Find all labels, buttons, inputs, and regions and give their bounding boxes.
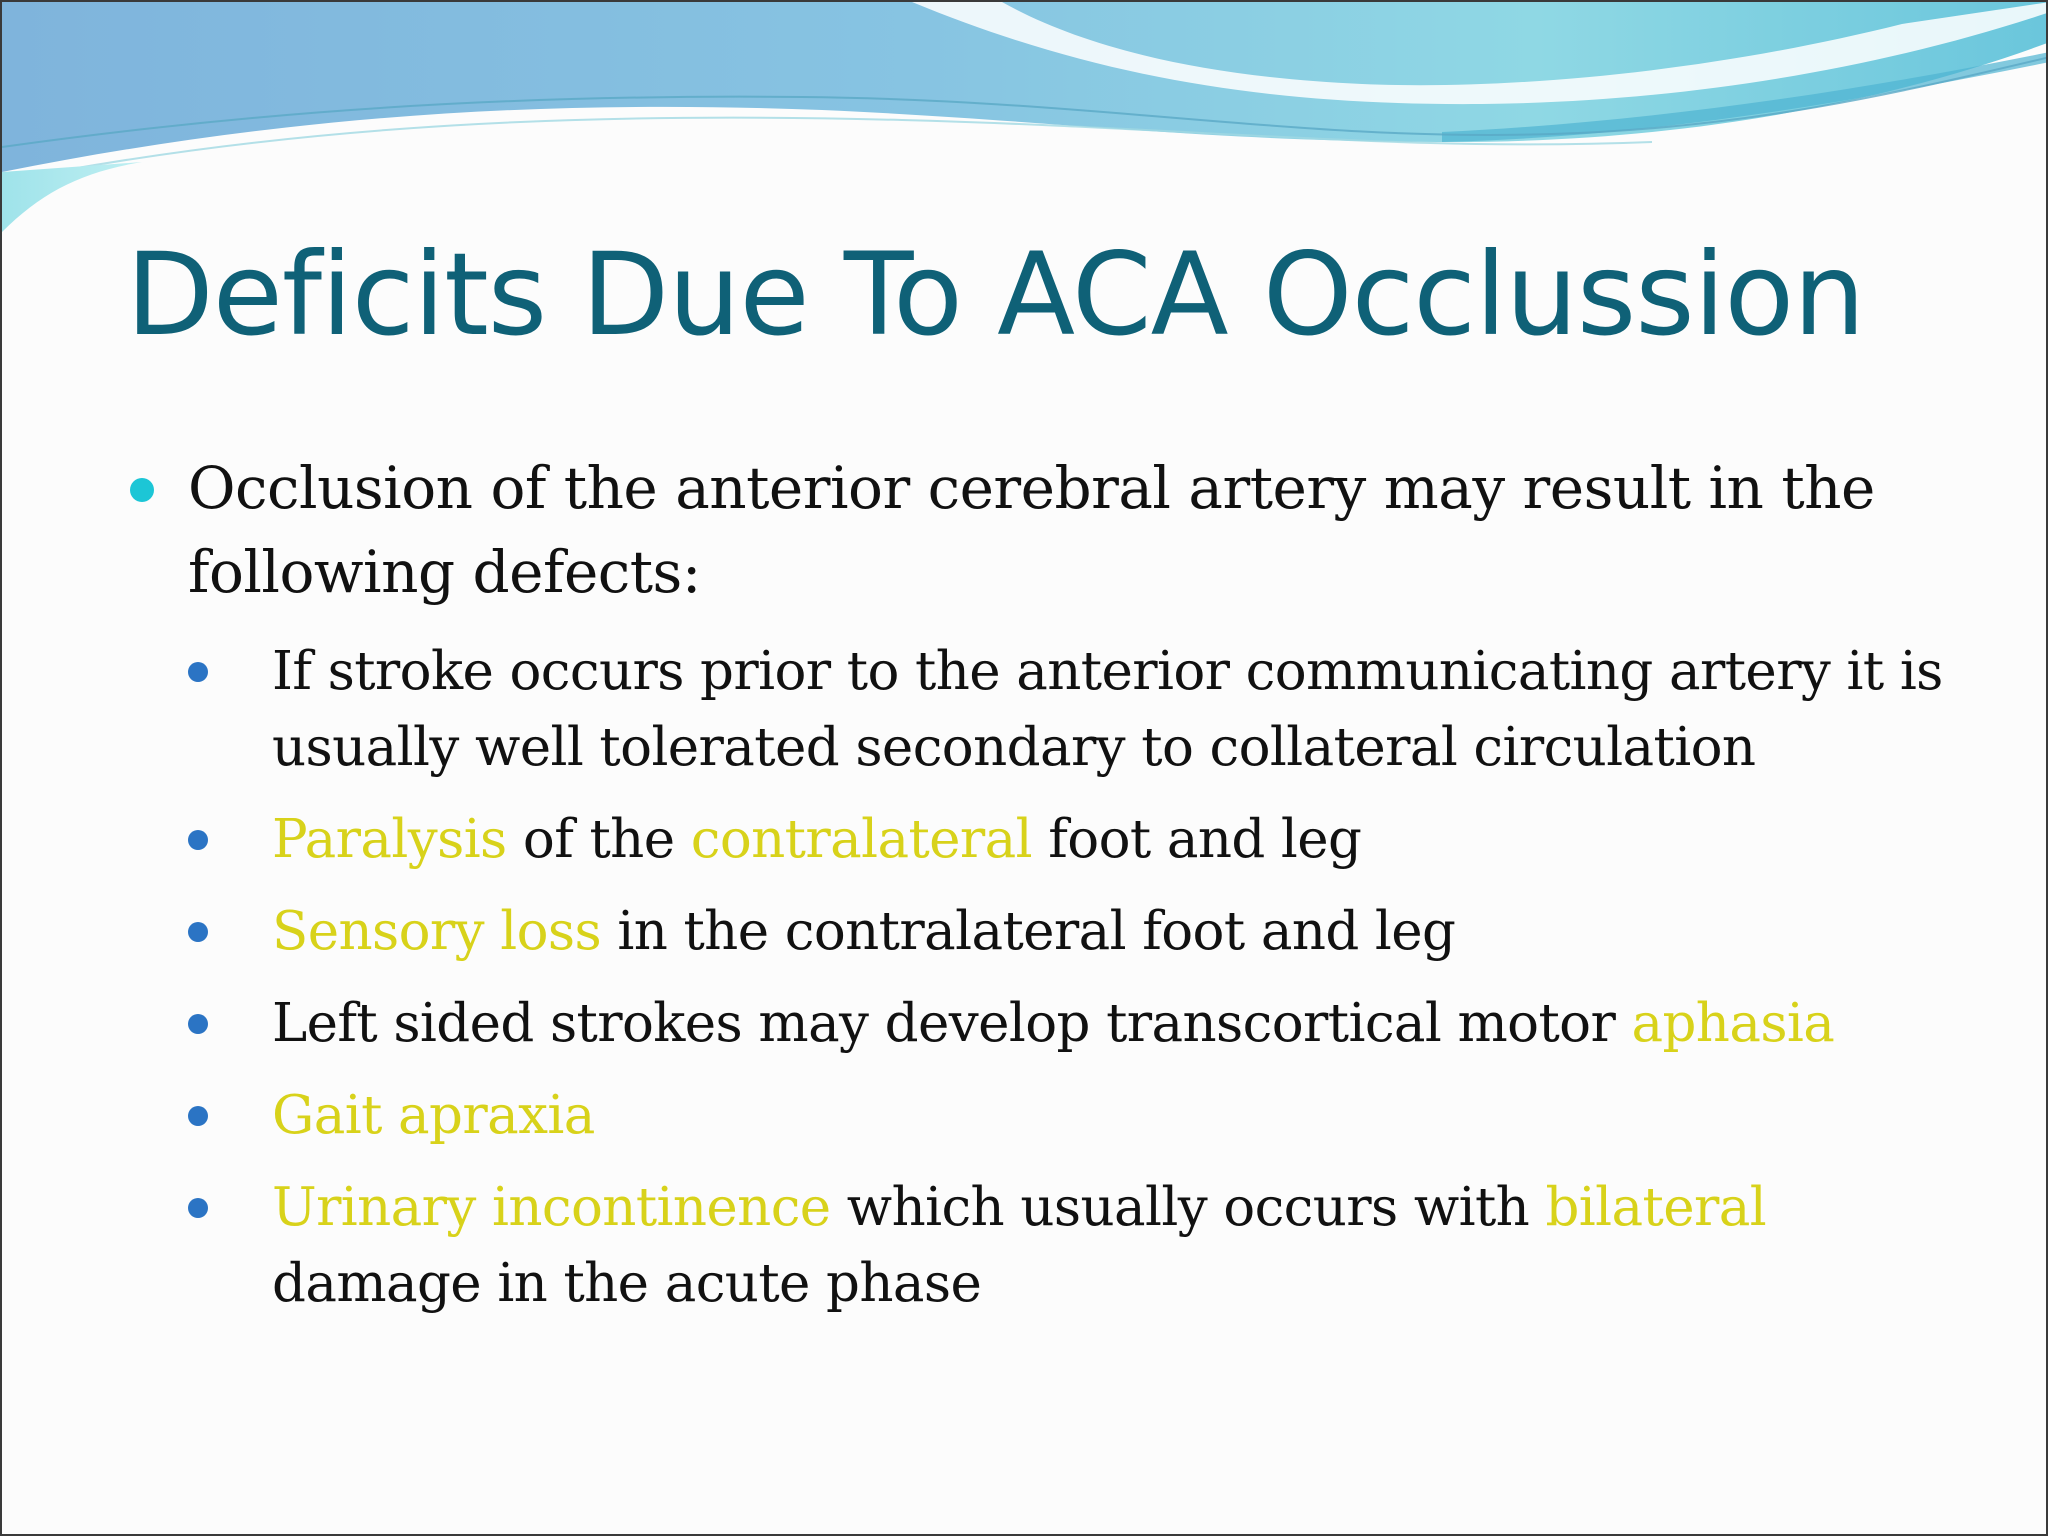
- highlighted-term: Sensory loss: [272, 901, 602, 962]
- sub-bullet-item: [272, 986, 1982, 1062]
- bullet-text: foot and leg: [1032, 809, 1362, 870]
- bullet-dot-icon: [188, 1198, 208, 1218]
- sub-bullet-item: [272, 802, 1982, 878]
- bullet-dot-icon: [130, 478, 154, 502]
- highlighted-term: Paralysis: [272, 809, 507, 870]
- highlighted-term: contralateral: [690, 809, 1032, 870]
- intro-text: Occlusion of the anterior cerebral artery may result in the following defects:: [188, 454, 1875, 606]
- highlighted-term: aphasia: [1631, 993, 1835, 1054]
- bullet-list: [122, 446, 1982, 1338]
- bullet-dot-icon: [188, 922, 208, 942]
- bullet-text: Left sided strokes may develop transcortical motor: [272, 993, 1632, 1054]
- bullet-text: in the contralateral foot and leg: [601, 901, 1456, 962]
- bullet-dot-icon: [188, 662, 208, 682]
- bullet-dot-icon: [188, 830, 208, 850]
- sub-bullet-list: [188, 634, 1982, 1322]
- highlighted-term: Urinary incontinence: [272, 1177, 831, 1238]
- slide-title: Deficits Due To ACA Occlussion: [126, 228, 1865, 361]
- sub-bullet-item: [272, 1170, 1982, 1322]
- highlighted-term: Gait apraxia: [272, 1085, 595, 1146]
- bullet-dot-icon: [188, 1014, 208, 1034]
- sub-bullet-item: [272, 894, 1982, 970]
- sub-bullet-item: [272, 634, 1982, 786]
- bullet-text: of the: [506, 809, 691, 870]
- bullet-text: damage in the acute phase: [272, 1253, 982, 1314]
- main-bullet-item: [122, 446, 1982, 1322]
- bullet-dot-icon: [188, 1106, 208, 1126]
- bullet-text: which usually occurs with: [830, 1177, 1546, 1238]
- bullet-text: If stroke occurs prior to the anterior communicating artery it is usually well tolerated secondary to collateral circulation: [272, 641, 1943, 778]
- sub-bullet-item: [272, 1078, 1982, 1154]
- highlighted-term: bilateral: [1545, 1177, 1767, 1238]
